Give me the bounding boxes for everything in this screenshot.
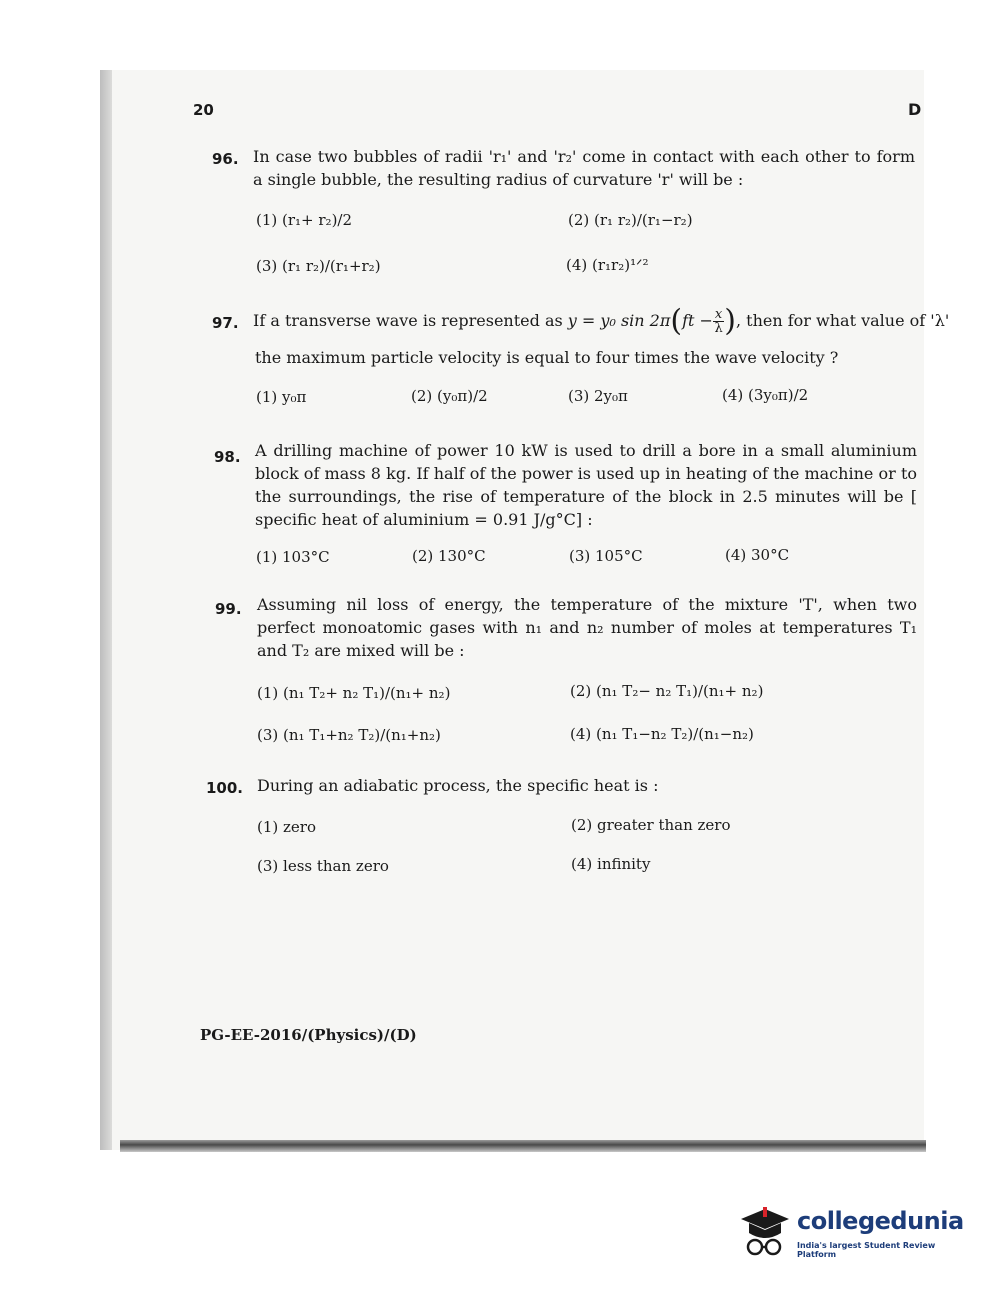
option: (1) y₀π [256, 388, 307, 406]
option: (3) (n₁ T₁+n₂ T₂)/(n₁+n₂) [257, 726, 441, 744]
option: (1) (n₁ T₂+ n₂ T₁)/(n₁+ n₂) [257, 684, 451, 702]
option: (4) (n₁ T₁−n₂ T₂)/(n₁−n₂) [570, 725, 754, 743]
option: (4) (r₁r₂)¹ᐟ² [566, 256, 649, 274]
brand-name: collegedunia [797, 1207, 964, 1235]
set-code: D [908, 100, 922, 119]
wave-equation-fraction [713, 308, 724, 335]
question-number: 97. [212, 314, 239, 332]
fraction-denominator: λ [714, 321, 723, 336]
page-number: 20 [193, 101, 214, 119]
question-number: 100. [206, 779, 244, 797]
question-text-before: If a transverse wave is represented as [253, 311, 563, 330]
option: (1) (r₁+ r₂)/2 [256, 211, 353, 229]
option: (2) (y₀π)/2 [411, 387, 488, 405]
fraction-numerator: x [714, 307, 723, 322]
question-text: If a transverse wave is represented as y = y₀ sin 2π(ft − $\frac{x}{\lambda}$ ), then for what value of 'λ' [253, 303, 950, 339]
option: (4) 30°C [725, 546, 790, 564]
option: (4) (3y₀π)/2 [722, 386, 809, 404]
graduation-cap-icon [735, 1203, 795, 1261]
option: (2) 130°C [412, 547, 486, 565]
question-number: 96. [212, 150, 239, 168]
question-number: 98. [214, 448, 241, 466]
option: (3) 105°C [569, 547, 643, 565]
collegedunia-watermark [735, 1203, 970, 1263]
option: (3) (r₁ r₂)/(r₁+r₂) [256, 257, 381, 275]
option: (1) 103°C [256, 548, 330, 566]
question-text-after: , then for what value of 'λ' [735, 311, 950, 330]
option: (2) (r₁ r₂)/(r₁−r₂) [568, 211, 693, 229]
question-text-line2: the maximum particle velocity is equal to four times the wave velocity ? [255, 348, 839, 367]
question-number: 99. [215, 600, 242, 618]
page-bottom-edge [120, 1140, 926, 1152]
wave-equation-lhs: y = y₀ sin 2π [567, 311, 671, 330]
wave-equation-term: ft − [682, 311, 713, 330]
option: (3) less than zero [257, 857, 389, 875]
question-text: A drilling machine of power 10 kW is used to drill a bore in a small aluminium block of mass 8 kg. If half of the power is used up in heating of the machine or to the surroundings, the rise of temperature of the block in 2.5 minutes will be [ specific heat of aluminium = 0.91 J/g°C] : [255, 441, 917, 529]
option: (1) zero [257, 818, 316, 836]
option: (3) 2y₀π [568, 387, 628, 405]
question-text: During an adiabatic process, the specific heat is : [257, 776, 659, 795]
option: (4) infinity [571, 855, 651, 873]
paper-code: PG-EE-2016/(Physics)/(D) [200, 1026, 417, 1044]
option: (2) greater than zero [571, 816, 731, 834]
question-text: Assuming nil loss of energy, the temperature of the mixture 'T', when two perfect monoatomic gases with n₁ and n₂ number of moles at temperatures T₁ and T₂ are mixed will be : [257, 595, 917, 660]
option: (2) (n₁ T₂− n₂ T₁)/(n₁+ n₂) [570, 682, 764, 700]
brand-tagline: India's largest Student Review Platform [797, 1241, 936, 1259]
question-text: In case two bubbles of radii 'r₁' and 'r₂' come in contact with each other to form a single bubble, the resulting radius of curvature 'r' will be : [253, 147, 915, 189]
